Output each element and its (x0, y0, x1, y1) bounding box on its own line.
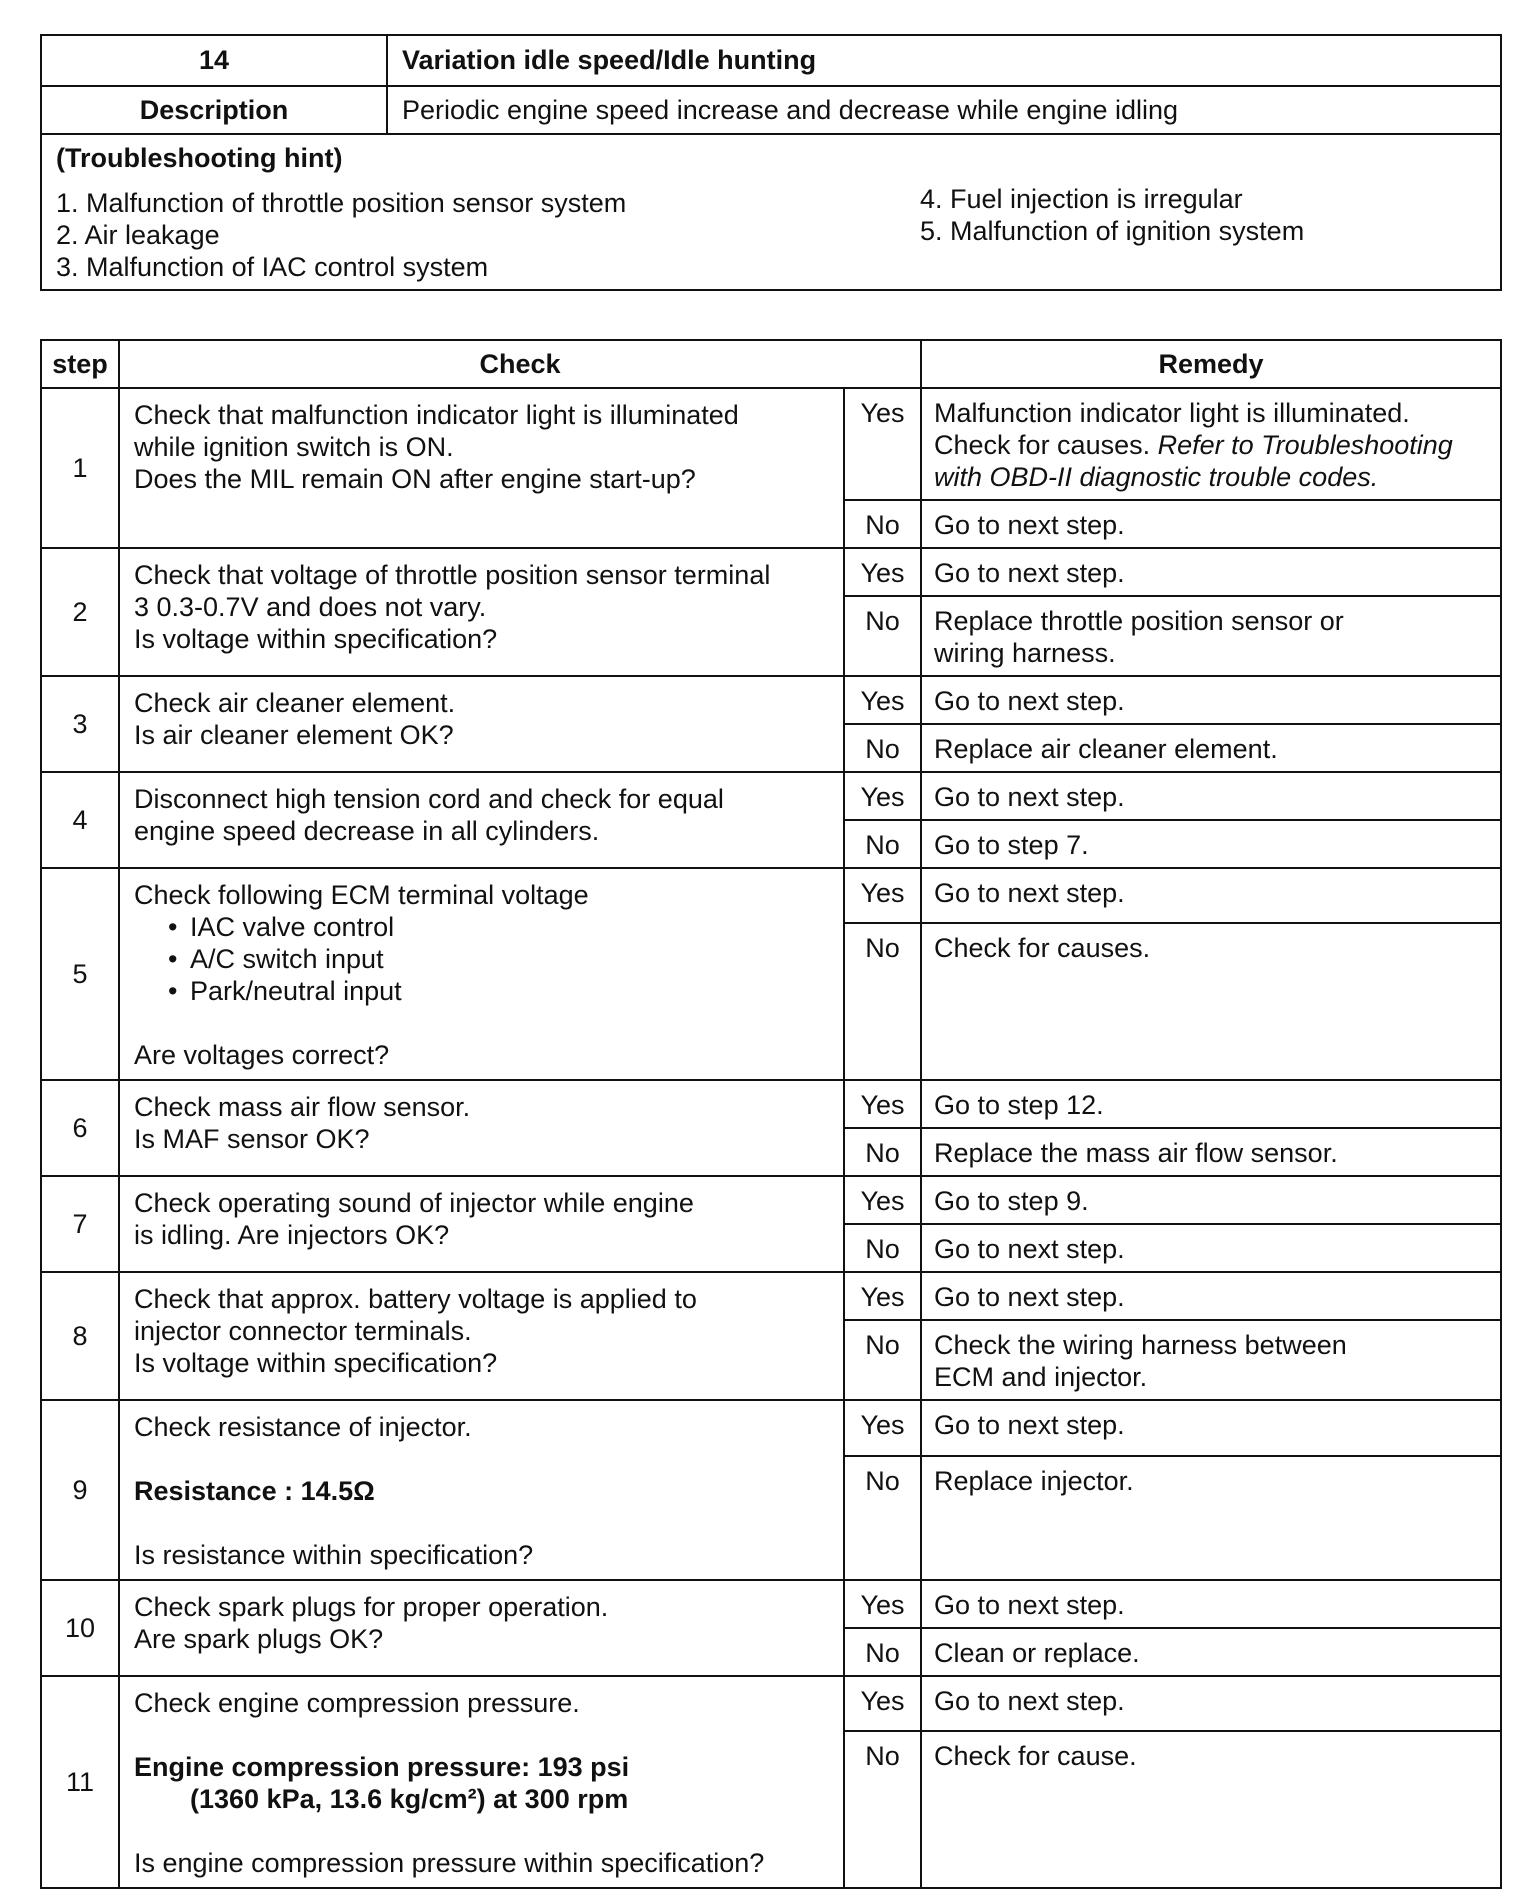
step-number: 10 (41, 1580, 119, 1676)
yes-remedy: Go to next step. (921, 868, 1501, 923)
step-number: 11 (41, 1676, 119, 1888)
check-text (119, 548, 844, 676)
remedy-reference: Refer to Troubleshooting (1157, 430, 1453, 460)
no-label: No (844, 1731, 921, 1888)
no-remedy: Replace the mass air flow sensor. (921, 1128, 1501, 1176)
remedy-reference: with OBD-II diagnostic trouble codes. (934, 462, 1379, 492)
check-line: Check mass air flow sensor. (134, 1092, 471, 1122)
yes-remedy: Go to next step. (921, 548, 1501, 596)
no-remedy: Check for causes. (921, 923, 1501, 1080)
no-remedy: Replace air cleaner element. (921, 724, 1501, 772)
remedy-line: Replace throttle position sensor or (934, 606, 1344, 636)
step-number: 8 (41, 1272, 119, 1400)
step-number: 9 (41, 1400, 119, 1580)
yes-label: Yes (844, 548, 921, 596)
check-line: Does the MIL remain ON after engine start-up? (134, 464, 696, 494)
no-remedy: Clean or replace. (921, 1628, 1501, 1676)
description-label: Description (41, 86, 387, 134)
table-row (41, 1580, 1501, 1628)
check-line: Check spark plugs for proper operation. (134, 1592, 609, 1622)
check-text (119, 1400, 844, 1580)
column-header-remedy: Remedy (921, 340, 1501, 388)
table-row (41, 1676, 1501, 1731)
yes-label: Yes (844, 772, 921, 820)
no-remedy: Replace injector. (921, 1456, 1501, 1580)
check-bullet: • Park/neutral input (190, 975, 829, 1007)
no-label: No (844, 1456, 921, 1580)
no-remedy: Check for cause. (921, 1731, 1501, 1888)
check-line: Check air cleaner element. (134, 688, 456, 718)
check-question: Are voltages correct? (134, 1040, 390, 1070)
hint-item: 4. Fuel injection is irregular (920, 184, 1243, 214)
check-bullet-list (134, 911, 829, 1007)
check-line: Disconnect high tension cord and check for equal (134, 784, 724, 814)
check-bullet: • IAC valve control (190, 911, 829, 943)
check-line: Is MAF sensor OK? (134, 1124, 370, 1154)
steps-table (40, 339, 1502, 1889)
remedy-line: ECM and injector. (934, 1362, 1148, 1392)
troubleshooting-hint (41, 134, 1501, 290)
remedy-line: wiring harness. (934, 638, 1116, 668)
yes-remedy (921, 388, 1501, 500)
check-line: injector connector terminals. (134, 1316, 472, 1346)
hint-item: 3. Malfunction of IAC control system (56, 252, 489, 282)
check-line: Check that malfunction indicator light is illuminated (134, 400, 739, 430)
check-line: Is voltage within specification? (134, 624, 498, 654)
no-remedy (921, 596, 1501, 676)
check-question: Is engine compression pressure within specification? (134, 1848, 765, 1878)
check-text (119, 676, 844, 772)
yes-remedy: Go to next step. (921, 676, 1501, 724)
no-remedy: Go to step 7. (921, 820, 1501, 868)
table-row (41, 868, 1501, 923)
column-header-check: Check (119, 340, 921, 388)
yes-label: Yes (844, 1676, 921, 1731)
table-row (41, 1080, 1501, 1128)
check-text (119, 1676, 844, 1888)
step-number: 3 (41, 676, 119, 772)
hint-list-right (920, 183, 1304, 283)
yes-label: Yes (844, 1080, 921, 1128)
yes-remedy: Go to next step. (921, 772, 1501, 820)
procedure-title: Variation idle speed/Idle hunting (387, 35, 1501, 86)
check-line: Check that approx. battery voltage is applied to (134, 1284, 697, 1314)
check-specification: (1360 kPa, 13.6 kg/cm²) at 300 rpm (190, 1784, 629, 1814)
check-text (119, 868, 844, 1080)
check-line: is idling. Are injectors OK? (134, 1220, 450, 1250)
step-number: 2 (41, 548, 119, 676)
check-line: Check that voltage of throttle position sensor terminal (134, 560, 771, 590)
no-label: No (844, 1128, 921, 1176)
check-text (119, 772, 844, 868)
yes-remedy: Go to next step. (921, 1400, 1501, 1456)
table-row (41, 388, 1501, 500)
hint-item: 1. Malfunction of throttle position sensor system (56, 188, 627, 218)
yes-remedy: Go to next step. (921, 1580, 1501, 1628)
no-label: No (844, 923, 921, 1080)
no-label: No (844, 500, 921, 548)
check-text (119, 1080, 844, 1176)
column-header-step: step (41, 340, 119, 388)
no-remedy: Go to next step. (921, 500, 1501, 548)
check-question: Is resistance within specification? (134, 1540, 534, 1570)
check-line: Check resistance of injector. (134, 1412, 472, 1442)
no-label: No (844, 1224, 921, 1272)
header-table (40, 34, 1502, 291)
table-row (41, 1400, 1501, 1456)
hint-title: (Troubleshooting hint) (56, 143, 343, 173)
table-row (41, 772, 1501, 820)
no-label: No (844, 1628, 921, 1676)
remedy-line: Check for causes. (934, 430, 1151, 460)
no-label: No (844, 820, 921, 868)
yes-label: Yes (844, 1272, 921, 1320)
check-line: Check operating sound of injector while engine (134, 1188, 694, 1218)
yes-remedy: Go to step 9. (921, 1176, 1501, 1224)
no-remedy (921, 1320, 1501, 1400)
check-specification: Resistance : 14.5Ω (134, 1476, 375, 1506)
table-header-row (41, 340, 1501, 388)
no-label: No (844, 596, 921, 676)
table-row (41, 676, 1501, 724)
check-line: Are spark plugs OK? (134, 1624, 384, 1654)
table-row (41, 1176, 1501, 1224)
hint-item: 2. Air leakage (56, 220, 220, 250)
hint-list-left (56, 187, 920, 283)
check-line: 3 0.3-0.7V and does not vary. (134, 592, 487, 622)
check-line: engine speed decrease in all cylinders. (134, 816, 600, 846)
no-label: No (844, 1320, 921, 1400)
check-line: Check following ECM terminal voltage (134, 880, 589, 910)
check-specification: Engine compression pressure: 193 psi (134, 1752, 630, 1782)
check-text (119, 388, 844, 548)
check-line: Check engine compression pressure. (134, 1688, 580, 1718)
no-remedy: Go to next step. (921, 1224, 1501, 1272)
step-number: 7 (41, 1176, 119, 1272)
check-line: while ignition switch is ON. (134, 432, 454, 462)
no-label: No (844, 724, 921, 772)
check-text (119, 1580, 844, 1676)
table-row (41, 548, 1501, 596)
check-text (119, 1272, 844, 1400)
yes-label: Yes (844, 676, 921, 724)
yes-label: Yes (844, 388, 921, 500)
check-line: Is air cleaner element OK? (134, 720, 454, 750)
check-line: Is voltage within specification? (134, 1348, 498, 1378)
remedy-line: Check the wiring harness between (934, 1330, 1347, 1360)
step-number: 4 (41, 772, 119, 868)
troubleshooting-page (40, 34, 1502, 1889)
table-row (41, 1272, 1501, 1320)
yes-remedy: Go to next step. (921, 1272, 1501, 1320)
step-number: 1 (41, 388, 119, 548)
yes-label: Yes (844, 1580, 921, 1628)
hint-item: 5. Malfunction of ignition system (920, 216, 1305, 246)
yes-remedy: Go to next step. (921, 1676, 1501, 1731)
check-bullet: • A/C switch input (190, 943, 829, 975)
yes-label: Yes (844, 868, 921, 923)
description-text: Periodic engine speed increase and decrease while engine idling (387, 86, 1501, 134)
remedy-line: Malfunction indicator light is illuminated. (934, 398, 1410, 428)
step-number: 5 (41, 868, 119, 1080)
step-number: 6 (41, 1080, 119, 1176)
yes-remedy: Go to step 12. (921, 1080, 1501, 1128)
yes-label: Yes (844, 1176, 921, 1224)
check-text (119, 1176, 844, 1272)
procedure-number: 14 (41, 35, 387, 86)
yes-label: Yes (844, 1400, 921, 1456)
